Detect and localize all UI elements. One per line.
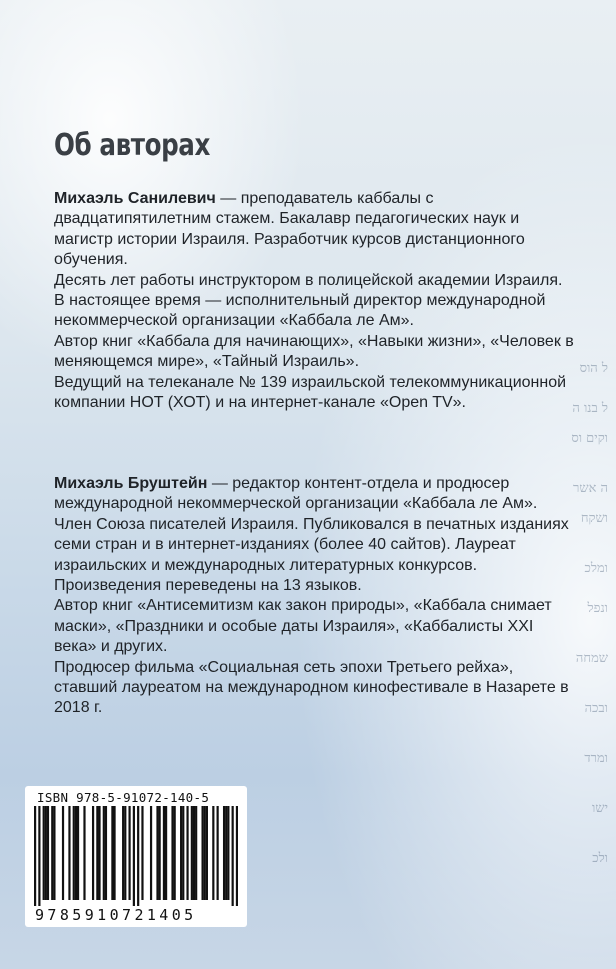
barcode-bar (98, 806, 100, 900)
author2-books: Автор книг «Антисемитизм как закон природы», «Каббала снимает маски», «Праздники и особые даты Израиля», «Каббалисты XXI века» и других. (54, 597, 552, 656)
barcode-bar (53, 806, 55, 900)
barcode-bar (232, 806, 234, 906)
background-hebrew-watermark: ל הוס ל בנו ה וקים וס ה אשר ושקח ומלכ ונפל שמחה ובכה ומרד ישו ולכ (571, 361, 608, 866)
author2-film: Продюсер фильма «Социальная сеть эпохи Третьего рейха», ставший лауреатом на международном кинофестивале в Назарете в 2018 г. (54, 658, 569, 717)
barcode-bar (163, 806, 165, 900)
barcode-bar (182, 806, 184, 900)
barcode-bar (174, 806, 176, 900)
author1-name: Михаэль Санилевич (54, 190, 216, 207)
author2-intro: Михаэль Бруштейн — редактор контент-отдела и продюсер международной некоммерческой организации «Каббала ле Ам». (54, 475, 538, 513)
barcode-bar (51, 806, 53, 900)
barcode-bar (96, 806, 98, 900)
barcode-bar (73, 806, 75, 900)
barcode-bar (212, 806, 214, 900)
barcode-bar (105, 806, 107, 900)
author2-membership: Член Союза писателей Израиля. Публиковался в печатных изданиях семи стран и в интернет-изданиях (более 40 сайтов). Лауреат израильских и международных литературных конкурсов. Произведения переведены на 13 языков. (54, 515, 569, 595)
barcode-bar (227, 806, 229, 900)
barcode-bar (75, 806, 77, 900)
barcode-bar (103, 806, 105, 900)
barcode (34, 806, 238, 906)
isbn-label: ISBN 978-5-91072-140-5 (37, 790, 210, 805)
author1-books: Автор книг «Каббала для начинающих», «Навыки жизни», «Человек в меняющемся мире», «Тайный Израиль». (54, 332, 574, 371)
barcode-bar (38, 806, 40, 906)
barcode-bar (186, 806, 188, 900)
barcode-bar (165, 806, 167, 900)
barcode-bar (150, 806, 152, 900)
barcode-bar (133, 806, 135, 906)
author1-career: Десять лет работы инструктором в полицейской академии Израиля. В настоящее время — исполнительный директор международной некоммерческой организации «Каббала ле Ам». (54, 271, 563, 330)
author1-tv: Ведущий на телеканале № 139 израильской телекоммуникационной компании HOT (ХОТ) и на интернет-канале «Open TV». (54, 373, 567, 412)
barcode-bar (68, 806, 70, 900)
barcode-bar (225, 806, 227, 900)
barcode-bar (47, 806, 49, 900)
barcode-bar (217, 806, 219, 900)
author-bio-sanilevich (54, 189, 574, 413)
barcode-bar (92, 806, 94, 900)
ean-digits: 9785910721405 (35, 906, 197, 924)
barcode-bar (83, 806, 85, 900)
barcode-bar (128, 806, 130, 900)
barcode-bar (137, 806, 139, 906)
barcode-bar (171, 806, 173, 900)
barcode-bar (223, 806, 225, 900)
page-title: Об авторах (54, 128, 210, 163)
barcode-bar (113, 806, 115, 900)
barcode-bar (206, 806, 208, 900)
barcode-bar (193, 806, 195, 900)
barcode-bar (236, 806, 238, 906)
barcode-bar (159, 806, 161, 900)
author-bio-brushtein (54, 474, 574, 719)
barcode-bar (180, 806, 182, 900)
barcode-bar (45, 806, 47, 900)
barcode-bar (156, 806, 158, 900)
barcode-bar (124, 806, 126, 900)
barcode-bar (201, 806, 203, 900)
barcode-bar (62, 806, 64, 900)
barcode-bar (43, 806, 45, 900)
barcode-bar (141, 806, 143, 900)
barcode-bar (34, 806, 36, 906)
author1-intro: Михаэль Санилевич — преподаватель каббалы с двадцатипятилетним стажем. Бакалавр педагогических наук и магистр истории Израиля. Разработчик курсов дистанционного обучения. (54, 190, 525, 269)
barcode-bar (122, 806, 124, 900)
barcode-bar (204, 806, 206, 900)
barcode-bar (77, 806, 79, 900)
barcode-bar (191, 806, 193, 900)
barcode-bar (195, 806, 197, 900)
author2-name: Михаэль Бруштейн (54, 475, 208, 492)
barcode-bar (111, 806, 113, 900)
isbn-barcode-panel (25, 786, 247, 927)
